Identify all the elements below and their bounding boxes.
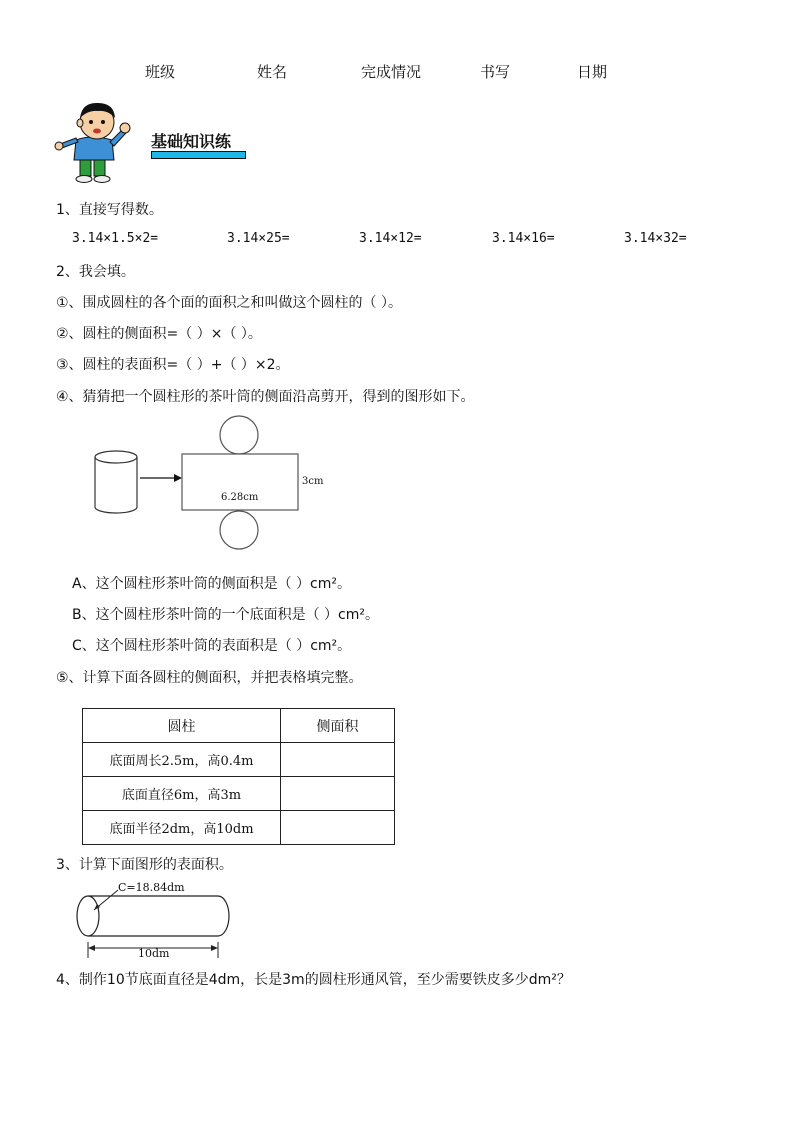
circumference-label: C=18.84dm	[118, 881, 185, 894]
fill-item-4: ④、猜猜把一个圆柱形的茶叶筒的侧面沿高剪开，得到的图形如下。	[56, 389, 475, 405]
completion-label: 完成情况	[361, 63, 422, 81]
fill-item-5: ⑤、计算下面各圆柱的侧面积，并把表格填完整。	[56, 670, 363, 686]
question-2-title: 2、我会填。	[56, 264, 135, 280]
fill-item-3: ③、圆柱的表面积=（ ）+（ ）×2。	[56, 357, 290, 373]
calc-item: 3.14×12=	[359, 231, 422, 246]
lateral-area-table	[82, 708, 395, 845]
question-1-title: 1、直接写得数。	[56, 202, 163, 218]
question-3-title: 3、计算下面图形的表面积。	[56, 857, 233, 873]
cartoon-boy-icon	[52, 100, 144, 186]
table-cell: 底面半径2dm，高10dm	[83, 811, 281, 845]
option-c: C、这个圆柱形茶叶筒的表面积是（ ）cm²。	[72, 638, 352, 654]
class-label: 班级	[145, 63, 176, 81]
table-cell: 底面周长2.5m，高0.4m	[83, 743, 281, 777]
table-row	[83, 811, 395, 845]
cylinder-net-figure	[88, 412, 328, 552]
title-underline	[151, 151, 246, 159]
calc-item: 3.14×16=	[492, 231, 555, 246]
table-row	[83, 743, 395, 777]
date-label: 日期	[577, 63, 608, 81]
answer-cell[interactable]	[281, 777, 395, 811]
table-header-cylinder: 圆柱	[83, 709, 281, 743]
answer-cell[interactable]	[281, 743, 395, 777]
section-title: 基础知识练	[151, 132, 232, 151]
fill-item-1: ①、围成圆柱的各个面的面积之和叫做这个圆柱的（ ）。	[56, 295, 402, 311]
height-label: 3cm	[302, 476, 324, 487]
fill-item-2: ②、圆柱的侧面积=（ ）×（ ）。	[56, 326, 262, 342]
name-label: 姓名	[257, 63, 288, 81]
length-label: 6.28cm	[221, 492, 259, 503]
option-a: A、这个圆柱形茶叶筒的侧面积是（ ）cm²。	[72, 576, 351, 592]
answer-cell[interactable]	[281, 811, 395, 845]
table-cell: 底面直径6m，高3m	[83, 777, 281, 811]
cylinder-length-label: 10dm	[138, 947, 170, 960]
calc-item: 3.14×25=	[227, 231, 290, 246]
table-row	[83, 777, 395, 811]
calc-item: 3.14×32=	[624, 231, 687, 246]
option-b: B、这个圆柱形茶叶筒的一个底面积是（ ）cm²。	[72, 607, 380, 623]
writing-label: 书写	[480, 63, 511, 81]
table-header-area: 侧面积	[281, 709, 395, 743]
calc-item: 3.14×1.5×2=	[72, 231, 159, 246]
question-4-title: 4、制作10节底面直径是4dm，长是3m的圆柱形通风管，至少需要铁皮多少dm²？	[56, 972, 571, 988]
